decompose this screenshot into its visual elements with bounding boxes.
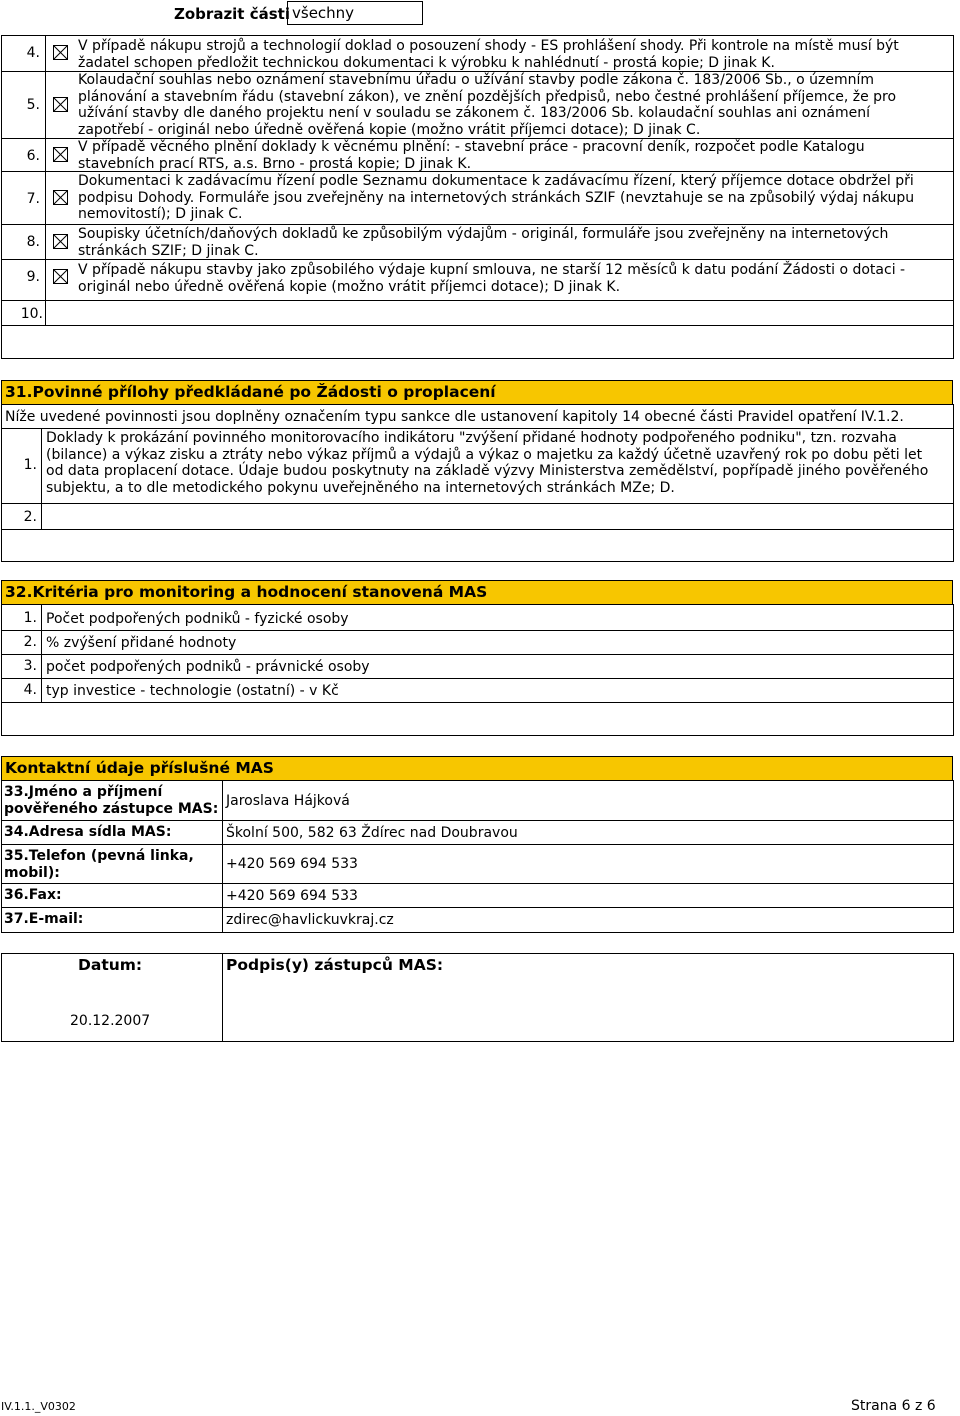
attachment-number: 6.: [26, 148, 40, 164]
spacer-box: [1, 325, 954, 359]
criteria-number: 4.: [23, 682, 37, 698]
show-parts-select[interactable]: [287, 1, 423, 25]
contact-email-label: 37.E-mail:: [4, 911, 84, 927]
checked-checkbox[interactable]: [53, 97, 68, 112]
section-32-header: 32.Kritéria pro monitoring a hodnocení stanovená MAS: [1, 580, 953, 605]
contact-address-value: Školní 500, 582 63 Ždírec nad Doubravou: [226, 825, 518, 841]
checked-checkbox[interactable]: [53, 190, 68, 205]
cross-icon: [54, 191, 67, 204]
contact-email-value: zdirec@havlickuvkraj.cz: [226, 912, 394, 928]
checked-checkbox[interactable]: [53, 147, 68, 162]
cross-icon: [54, 46, 67, 59]
criteria-number: 2.: [23, 634, 37, 650]
cross-icon: [54, 148, 67, 161]
checked-checkbox[interactable]: [53, 234, 68, 249]
cross-icon: [54, 235, 67, 248]
section-31-header: 31.Povinné přílohy předkládané po Žádosti o proplacení: [1, 380, 953, 405]
attachment-number: 8.: [26, 234, 40, 250]
checked-checkbox[interactable]: [53, 269, 68, 284]
show-parts-label: Zobrazit části: [174, 5, 290, 23]
contact-fax-label: 36.Fax:: [4, 887, 62, 903]
date-value: 20.12.2007: [70, 1013, 151, 1029]
attachment-text: V případě nákupu strojů a technologií doklad o posouzení shody - ES prohlášení shody. Při kontrole na místě musí být žadatel schopen předložit technickou dokumentaci k výrobku k nahlédnutí - prostá kopie; D jinak K.: [78, 38, 899, 71]
contact-name-value: Jaroslava Hájková: [226, 793, 350, 809]
criteria-text: typ investice - technologie (ostatní) - v Kč: [46, 683, 339, 699]
item-number: 2.: [23, 509, 37, 525]
footer-page: Strana 6 z 6: [851, 1398, 936, 1414]
attachment-text: Soupisky účetních/daňových dokladů ke způsobilým výdajům - originál, formuláře jsou zveřejněny na internetových stránkách SZIF; D jinak C.: [78, 226, 889, 259]
item-number: 1.: [23, 457, 37, 473]
criteria-text: Počet podpořených podniků - fyzické osoby: [46, 611, 349, 627]
date-label: Datum:: [78, 956, 143, 974]
show-parts-value: všechny: [292, 4, 355, 22]
contact-address-label: 34.Adresa sídla MAS:: [4, 824, 172, 840]
signature-label: Podpis(y) zástupců MAS:: [226, 956, 444, 974]
criteria-number: 3.: [23, 658, 37, 674]
cross-icon: [54, 98, 67, 111]
attachment-number: 4.: [26, 45, 40, 61]
section-31-intro: Níže uvedené povinnosti jsou doplněny označením typu sankce dle ustanovení kapitoly 14 obecné části Pravidel opatření IV.1.2.: [5, 409, 904, 425]
attachment-text: Kolaudační souhlas nebo oznámení stavebnímu úřadu o užívání stavby podle zákona č. 183/2006 Sb., o územním plánování a stavebním řádu (stavební zákon), ve znění pozdějších předpisů, nebo čestné prohlášení příjemce, že pro užívání stavby dle daného projektu není v souladu se zákonem č. 183/2006 Sb. kolaudační souhlas ani oznámení zapotřebí - originál nebo úředně ověřená kopie (možno vrátit příjemci dotace); D jinak C.: [78, 72, 897, 138]
criteria-text: % zvýšení přidané hodnoty: [46, 635, 237, 651]
contact-phone-value: +420 569 694 533: [226, 856, 358, 872]
attachment-text: V případě věcného plnění doklady k věcnému plnění: - stavební práce - pracovní deník, rozpočet podle Katalogu stavebních prací RTS, a.s. Brno - prostá kopie; D jinak K.: [78, 139, 865, 172]
attachment-number: 7.: [26, 191, 40, 207]
attachment-number: 9.: [26, 269, 40, 285]
checked-checkbox[interactable]: [53, 45, 68, 60]
attachment-number: 10.: [20, 306, 43, 322]
attachment-text: V případě nákupu stavby jako způsobilého výdaje kupní smlouva, ne starší 12 měsíců k datu podání Žádosti o dotaci - originál nebo úředně ověřená kopie (možno vrátit příjemci dotace); D jinak K.: [78, 262, 906, 295]
contacts-header: Kontaktní údaje příslušné MAS: [1, 756, 953, 781]
item-text: Doklady k prokázání povinného monitorovacího indikátoru "zvýšení přidané hodnoty podpořeného podniku", tzn. rozvaha (bilance) a výkaz zisku a ztráty nebo výkaz příjmů a výdajů a výkaz o majetku za každý účetně uzavřený rok po dobu pěti let od data proplacení dotace. Údaje budou poskytnuty na základě výzvy Ministerstva zemědělství, popřípadě jiného pověřeného subjektu, a to dle metodického pokynu uveřejněného na internetových stránkách MZe; D.: [46, 430, 929, 496]
attachment-text: Dokumentaci k zadávacímu řízení podle Seznamu dokumentace k zadávacímu řízení, který příjemce dotace obdržel při podpisu Dohody. Formuláře jsou zveřejněny na internetových stránkách SZIF (nevztahuje se na způsobilý výdaj nákupu nemovitostí); D jinak C.: [78, 173, 915, 222]
criteria-number: 1.: [23, 610, 37, 626]
footer-code: IV.1.1._V0302: [1, 1400, 76, 1413]
cross-icon: [54, 270, 67, 283]
contact-fax-value: +420 569 694 533: [226, 888, 358, 904]
contact-name-label: 33.Jméno a příjmení pověřeného zástupce MAS:: [4, 784, 219, 817]
contact-phone-label: 35.Telefon (pevná linka, mobil):: [4, 848, 194, 881]
criteria-text: počet podpořených podniků - právnické osoby: [46, 659, 370, 675]
attachment-number: 5.: [26, 97, 40, 113]
